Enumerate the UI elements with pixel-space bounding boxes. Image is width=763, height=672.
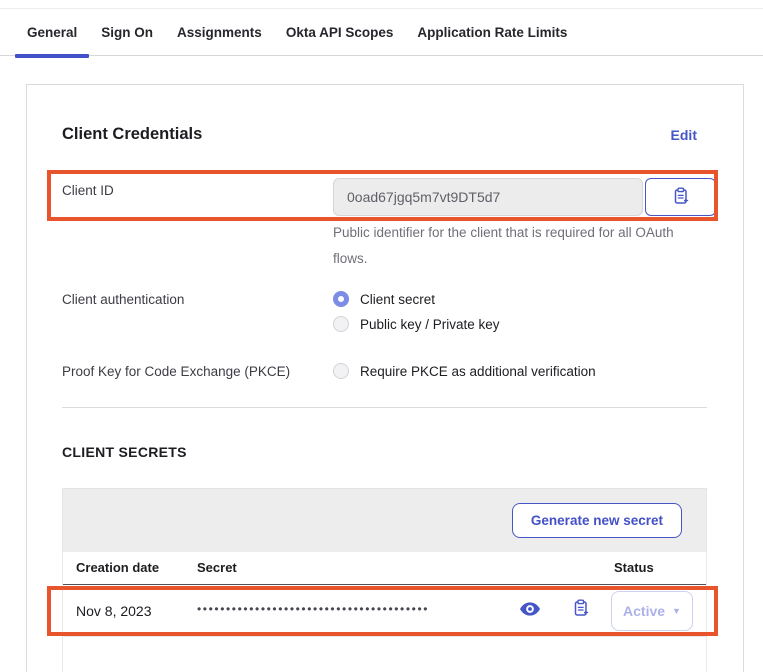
copy-secret-button[interactable] bbox=[569, 597, 591, 621]
section-title: Client Credentials bbox=[62, 125, 203, 143]
column-header-creation-date: Creation date bbox=[76, 560, 160, 575]
client-id-help-text: Public identifier for the client that is required for all OAuth flows. bbox=[333, 225, 674, 266]
clipboard-copy-icon bbox=[672, 187, 689, 208]
client-id-field[interactable]: 0oad67jgq5m7vt9DT5d7 bbox=[333, 178, 643, 216]
edit-link[interactable]: Edit bbox=[670, 127, 697, 143]
status-label: Active bbox=[623, 603, 666, 619]
app-tab-bar bbox=[0, 10, 763, 56]
clipboard-copy-icon bbox=[572, 605, 589, 620]
client-id-label: Client ID bbox=[62, 183, 114, 198]
masked-secret-value: •••••••••••••••••••••••••••••••••••••••• bbox=[197, 602, 430, 616]
client-secrets-toolbar bbox=[62, 488, 707, 552]
radio-public-private-key[interactable] bbox=[333, 316, 500, 332]
tab-assignments[interactable]: Assignments bbox=[177, 25, 262, 40]
copy-client-id-button[interactable] bbox=[645, 178, 716, 216]
tab-application-rate-limits[interactable]: Application Rate Limits bbox=[417, 25, 568, 40]
table-header-row bbox=[63, 552, 706, 585]
tab-general[interactable]: General bbox=[15, 10, 89, 56]
secret-creation-date: Nov 8, 2023 bbox=[76, 603, 152, 619]
client-secrets-heading: CLIENT SECRETS bbox=[62, 444, 187, 460]
column-header-status: Status bbox=[614, 560, 654, 575]
section-divider bbox=[62, 407, 707, 408]
radio-unselected-icon[interactable] bbox=[333, 316, 349, 332]
eye-icon bbox=[520, 604, 540, 619]
chevron-down-icon: ▼ bbox=[672, 606, 681, 616]
table-row bbox=[63, 585, 706, 637]
tab-sign-on[interactable]: Sign On bbox=[101, 25, 154, 40]
radio-public-private-key-label: Public key / Private key bbox=[360, 316, 500, 332]
pkce-label: Proof Key for Code Exchange (PKCE) bbox=[62, 364, 291, 379]
radio-client-secret[interactable] bbox=[333, 291, 435, 307]
generate-new-secret-button[interactable]: Generate new secret bbox=[512, 503, 682, 538]
radio-selected-icon[interactable] bbox=[333, 291, 349, 307]
tab-okta-api-scopes[interactable]: Okta API Scopes bbox=[285, 25, 394, 40]
client-authentication-label: Client authentication bbox=[62, 292, 185, 307]
pkce-checkbox-row[interactable] bbox=[333, 363, 596, 379]
pkce-checkbox-label: Require PKCE as additional verification bbox=[360, 363, 596, 379]
column-header-secret: Secret bbox=[197, 560, 237, 575]
status-dropdown-button[interactable] bbox=[611, 591, 693, 631]
reveal-secret-button[interactable] bbox=[518, 600, 542, 620]
radio-client-secret-label: Client secret bbox=[360, 291, 436, 307]
client-secrets-table bbox=[62, 552, 707, 672]
checkbox-unchecked-icon[interactable] bbox=[333, 363, 349, 379]
